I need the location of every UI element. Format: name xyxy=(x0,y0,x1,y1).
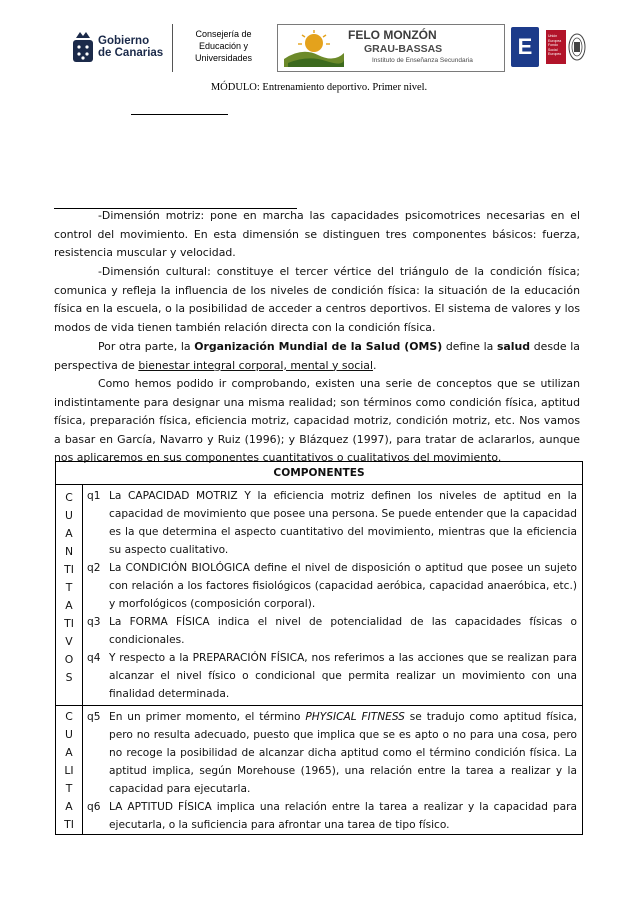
sun-landscape-icon xyxy=(282,29,344,67)
oms-bold: Organización Mundial de la Salud (OMS) xyxy=(194,340,443,353)
vertical-label-letter: O xyxy=(64,653,74,666)
componentes-table xyxy=(55,461,583,835)
salud-bold: salud xyxy=(496,340,531,353)
vertical-label-letter: N xyxy=(64,545,74,558)
cuantitativos-vertical-label xyxy=(56,485,83,705)
school-type: Instituto de Enseñanza Secundaria xyxy=(372,57,473,64)
physical-fitness-italic: PHYSICAL FITNESS xyxy=(305,711,405,723)
paragraph-dimension-cultural xyxy=(54,263,580,337)
item-text: La CAPACIDAD MOTRIZ Y la eficiencia motriz definen los niveles de aptitud en la capacidad de movimiento que posee una persona. Se puede entender que la capacidad es la que determina el aspecto cuantitativo del movimiento, mientras que la eficiencia su aspecto cualitativo. xyxy=(109,490,577,556)
table-row-cualitativos xyxy=(56,706,582,834)
paragraph-text: -Dimensión cultural: constituye el tercer vértice del triángulo de la condición física; comunica y refleja la influencia de los niveles de condición física: la situación de la educación física en la escuela, o la posibilidad de acceder a centros deportivos. El sistema de valores y los modos de vida tienen también relación directa con la condición física. xyxy=(54,265,580,334)
item-number: q1 xyxy=(87,490,101,502)
school-logo xyxy=(277,24,505,72)
vertical-label-letter: LI xyxy=(64,764,74,777)
list-item xyxy=(87,649,577,703)
seal-icon xyxy=(568,32,586,62)
list-item xyxy=(87,613,577,649)
bienestar-underlined: bienestar integral corporal, mental y social xyxy=(138,358,373,372)
eu-logo xyxy=(546,24,586,72)
cualitativos-vertical-label xyxy=(56,706,83,834)
vertical-label-letter: A xyxy=(65,599,73,612)
page-header xyxy=(52,24,584,72)
item-text: La FORMA FÍSICA indica el nivel de potencialidad de las capacidades físicas o condicionales. xyxy=(109,616,577,646)
gobierno-line-2: de Canarias xyxy=(98,47,164,59)
paragraph-text: Como hemos podido ir comprobando, existen una serie de conceptos que se utilizan indistintamente para designar una misma realidad; son términos como condición física, aptitud física, preparación física, eficiencia motriz, capacidad motriz, condición motriz, etc. Nos vamos a basar en García, Navarro y Ruiz (1996); y Blázquez (1997), para tratar de aclararlos, aunque nos aplicaremos en sus componentes cuantitativos o cualitativos del movimiento. xyxy=(54,377,580,465)
text-run: define la xyxy=(442,340,497,353)
e-logo xyxy=(508,24,542,72)
consejeria-label xyxy=(172,24,274,72)
vertical-label-letter: U xyxy=(65,509,73,522)
vertical-label-letter: T xyxy=(65,782,73,795)
text-run: En un primer momento, el término xyxy=(109,711,306,723)
list-item xyxy=(87,559,577,613)
text-run: desde la perspectiva de xyxy=(54,340,580,372)
text-run: . xyxy=(372,358,377,372)
coat-of-arms-icon xyxy=(72,30,94,66)
paragraph-text xyxy=(54,338,580,375)
item-number: q6 xyxy=(87,801,101,813)
table-row-cuantitativos xyxy=(56,485,582,706)
school-subname: GRAU-BASSAS xyxy=(364,43,443,55)
vertical-label-letter: A xyxy=(65,800,73,813)
vertical-label-letter: C xyxy=(65,710,73,723)
consejeria-line-2: Educación y xyxy=(198,41,249,51)
item-number: q5 xyxy=(87,711,101,723)
vertical-label-letter: TI xyxy=(64,818,74,831)
vertical-label-letter: T xyxy=(65,581,73,594)
school-name: FELO MONZÓN xyxy=(348,28,437,42)
list-item xyxy=(87,708,577,798)
list-item xyxy=(87,487,577,559)
text-run: Por otra parte, la xyxy=(98,340,195,353)
items-cell xyxy=(83,485,582,705)
table-title: COMPONENTES xyxy=(56,462,582,485)
item-text: La CONDICIÓN BIOLÓGICA define el nivel de disposición o aptitud que posee un sujeto con relación a los factores fisiológicos (capacidad aeróbica, capacidad anaeróbica, etc.) y morfológicos (composición corporal). xyxy=(109,562,577,610)
vertical-label-letter: A xyxy=(65,746,73,759)
vertical-label-letter: S xyxy=(65,671,73,684)
e-logo-letter: E xyxy=(511,27,539,67)
consejeria-line-3: Universidades xyxy=(194,53,253,63)
item-number: q4 xyxy=(87,652,101,664)
vertical-label-letter: TI xyxy=(64,617,74,630)
paragraph-conceptos xyxy=(54,375,580,468)
paragraph-dimension-motriz xyxy=(54,207,580,263)
vertical-label-letter: TI xyxy=(64,563,74,576)
item-text: Y respecto a la PREPARACIÓN FÍSICA, nos referimos a las acciones que se realizan para alcanzar el nivel físico o condicional que permita realizar un movimiento con una finalidad determinada. xyxy=(109,652,577,700)
vertical-label-letter: A xyxy=(65,527,73,540)
gobierno-label xyxy=(98,35,163,59)
eu-fund-text: Unión Europea Fondo Social Europeo xyxy=(548,34,562,56)
list-item xyxy=(87,798,577,834)
items-cell xyxy=(83,706,582,834)
paragraph-text: -Dimensión motriz: pone en marcha las capacidades psicomotrices necesarias en el control del movimiento. En esta dimensión se distinguen tres componentes básicos: fuerza, resistencia muscular y velocidad. xyxy=(54,209,580,260)
item-number: q2 xyxy=(87,562,101,574)
item-number: q3 xyxy=(87,616,101,628)
item-text xyxy=(109,708,577,798)
item-text: LA APTITUD FÍSICA implica una relación entre la tarea a realizar y la capacidad para ejecutarla, o la suficiencia para afrontar una tarea de tipo físico. xyxy=(109,801,577,831)
gobierno-canarias-logo xyxy=(60,24,166,72)
gobierno-line-1: Gobierno xyxy=(98,35,150,47)
divider-short xyxy=(131,114,228,115)
paragraph-oms xyxy=(54,338,580,375)
vertical-label-letter: U xyxy=(65,728,73,741)
text-run: se tradujo como aptitud física, pero no resulta adecuado, puesto que implica que se es apto o no para una cosa, pero no recoge la posibilidad de alcanzar dicha aptitud como el término condición física. La aptitud implica, según Morehouse (1965), una relación entre la tarea a realizar y la capacidad para ejecutarla. xyxy=(109,711,578,795)
consejeria-line-1: Consejería de xyxy=(195,29,252,39)
vertical-label-letter: C xyxy=(65,491,73,504)
eu-fund-badge xyxy=(546,30,566,64)
vertical-label-letter: V xyxy=(65,635,73,648)
module-title: MÓDULO: Entrenamiento deportivo. Primer nivel. xyxy=(210,82,428,93)
